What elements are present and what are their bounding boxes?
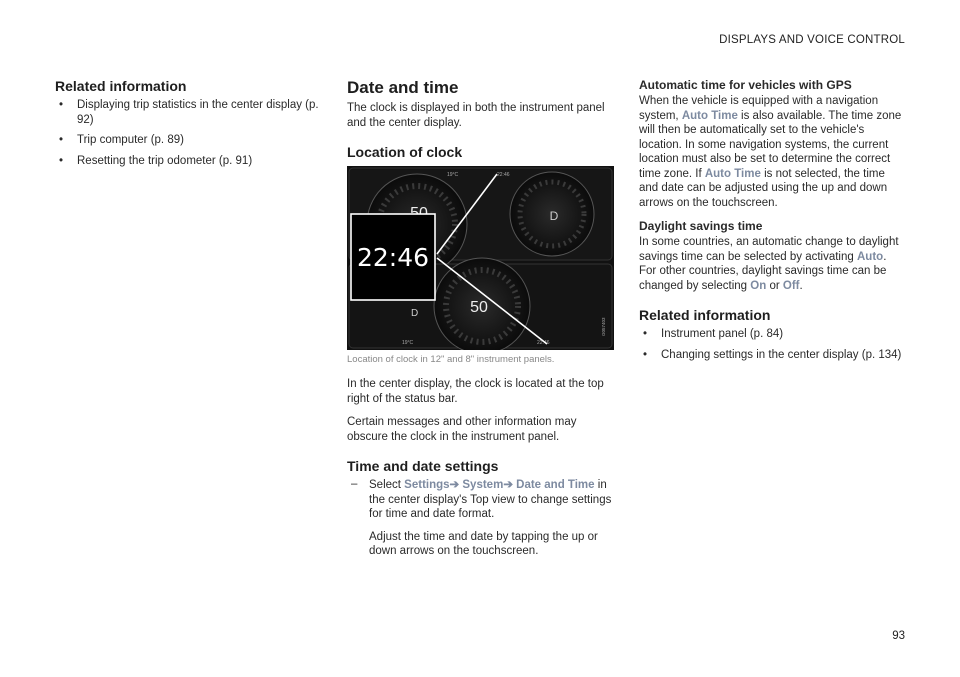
related-link-trip-computer[interactable]: • Trip computer (p. 89) — [55, 133, 320, 148]
column-date-and-time — [347, 78, 614, 568]
clock-obscured-text: Certain messages and other information may obscure the clock in the instrument panel. — [347, 416, 577, 443]
arrow-right-icon: ➔ — [449, 479, 460, 491]
clock-bottom: 22:46 — [537, 340, 550, 346]
column-related-info — [55, 78, 320, 174]
gear-indicator-bottom: D — [411, 308, 419, 319]
related-information-heading: Related information — [55, 78, 187, 94]
related-link-instrument-panel[interactable]: • Instrument panel (p. 84) — [639, 327, 905, 342]
time-date-settings-heading: Time and date settings — [347, 458, 499, 474]
column-auto-time — [639, 78, 905, 368]
related-information-heading: Related information — [639, 307, 771, 323]
related-link-reset-odometer[interactable]: • Resetting the trip odometer (p. 91) — [55, 154, 320, 169]
dst-text-c: . — [799, 279, 803, 292]
magnified-clock: 22:46 — [356, 243, 430, 272]
speed-readout-bottom: 50 — [470, 299, 488, 316]
related-link-trip-statistics[interactable]: • Displaying trip statistics in the center display (p. 92) — [55, 98, 320, 127]
dst-text-b: . For other countries, daylight savings time can be changed by selecting — [639, 250, 887, 292]
location-of-clock-heading: Location of clock — [347, 144, 463, 160]
system-menu-label[interactable]: System — [462, 479, 504, 491]
date-and-time-intro: The clock is displayed in both the instrument panel and the center display. — [347, 102, 605, 129]
auto-time-option[interactable]: Auto Time — [681, 109, 738, 122]
auto-time-option[interactable]: Auto Time — [704, 167, 761, 180]
daylight-savings-heading: Daylight savings time — [639, 219, 763, 233]
gps-text-a: When the vehicle is equipped with a navigation system, — [639, 95, 879, 122]
auto-option[interactable]: Auto — [857, 250, 884, 263]
temperature-bottom: 19°C — [402, 340, 414, 346]
instrument-panel-figure — [347, 166, 614, 350]
daylight-savings-text — [639, 235, 905, 293]
gps-text-b: is also available. The time zone will then be automatically set to the vehicle's location. In some navigation systems, the current location must also be set to determine the correct time zone. If — [639, 109, 902, 180]
related-link-center-display-settings[interactable]: • Changing settings in the center display (p. 134) — [639, 348, 905, 363]
date-and-time-menu-label[interactable]: Date and Time — [516, 479, 595, 491]
related-links-list — [55, 98, 320, 168]
gps-time-text — [639, 94, 905, 210]
settings-step — [347, 478, 614, 522]
instrument-panel-image — [347, 166, 614, 350]
select-word: Select — [369, 479, 401, 491]
temperature-top: 19°C — [447, 172, 459, 178]
on-option[interactable]: On — [750, 279, 767, 292]
related-links-list — [639, 327, 905, 362]
gps-text-c: is not selected, the time and date can be adjusted using the up and down arrows on the touchscreen. — [639, 167, 888, 209]
center-display-clock-text: In the center display, the clock is located at the top right of the status bar. — [347, 378, 604, 405]
step-note: Adjust the time and date by tapping the up or down arrows on the touchscreen. — [369, 530, 598, 557]
arrow-right-icon: ➔ — [503, 479, 513, 491]
step-instruction: in the center display's Top view to change settings for time and date format. — [369, 479, 612, 520]
figure-code: G057403 — [601, 317, 606, 336]
page-number: 93 — [892, 630, 905, 642]
figure-caption: Location of clock in 12" and 8" instrument panels. — [347, 354, 555, 365]
gear-indicator-top: D — [549, 209, 559, 223]
clock-top: 22:46 — [497, 172, 510, 178]
or-word: or — [769, 279, 780, 292]
off-option[interactable]: Off — [782, 279, 800, 292]
dst-text-a: In some countries, an automatic change to daylight savings time can be selected by activating — [639, 236, 899, 263]
gps-time-heading: Automatic time for vehicles with GPS — [639, 78, 852, 92]
date-and-time-title: Date and time — [347, 78, 459, 97]
settings-menu-label[interactable]: Settings — [404, 479, 450, 491]
running-header: DISPLAYS AND VOICE CONTROL — [719, 34, 905, 46]
